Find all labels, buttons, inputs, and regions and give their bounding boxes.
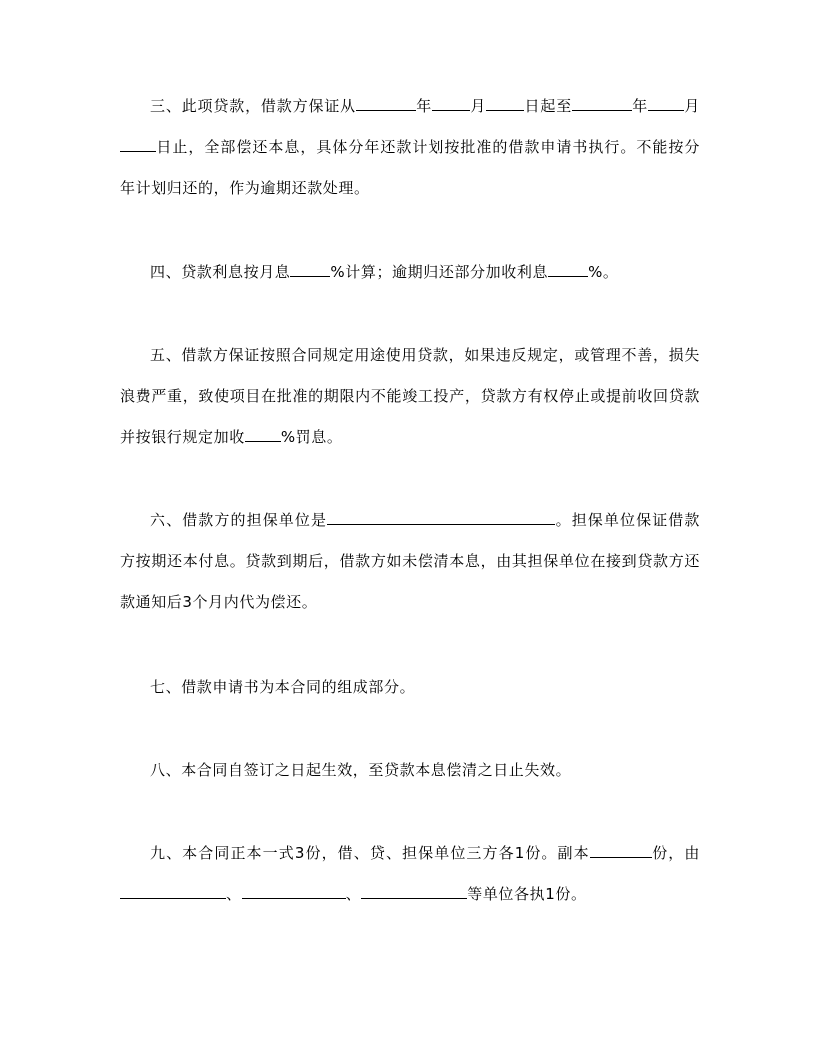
clause-6-text-2: 。担保单位保证借款方按期还本付息。贷款到期后，借款方如未偿清本息，由其担保单位在接到贷款方还款通知后3个月内代为偿还。 [120, 511, 700, 611]
start-year-blank[interactable] [356, 94, 416, 111]
clause-5 [120, 335, 700, 458]
holder-2-blank[interactable] [242, 882, 346, 899]
clause-5-text-1: 五、借款方保证按照合同规定用途使用贷款，如果违反规定，或管理不善，损失浪费严重，致使项目在批准的期限内不能竣工投产，贷款方有权停止或提前收回贷款并按银行规定加收 [120, 346, 700, 446]
clause-9 [120, 833, 700, 915]
clause-7 [120, 667, 700, 708]
start-month-blank[interactable] [432, 94, 470, 111]
end-day-blank[interactable] [120, 135, 156, 152]
clause-4-text-2: %计算；逾期归还部分加收利息 [330, 263, 549, 281]
clause-3-text-7: 日止，全部偿还本息，具体分年还款计划按批准的借款申请书执行。不能按分年计划归还的，作为逾期还款处理。 [120, 138, 700, 197]
clause-9-text-2: 份，由 [651, 844, 700, 862]
holder-3-blank[interactable] [361, 882, 467, 899]
clause-5-text-2: %罚息。 [280, 428, 343, 446]
clause-9-text-5: 等单位各执1份。 [467, 885, 587, 903]
overdue-interest-blank[interactable] [548, 260, 588, 277]
clause-9-text-1: 九、本合同正本一式3份，借、贷、担保单位三方各1份。副本 [150, 844, 590, 862]
clause-3-text-3: 月 [470, 97, 487, 115]
clause-3-text-2: 年 [416, 97, 433, 115]
holder-1-blank[interactable] [120, 882, 226, 899]
clause-6-text-1: 六、借款方的担保单位是 [150, 511, 328, 529]
end-year-blank[interactable] [572, 94, 632, 111]
clause-3-text-4: 日起至 [524, 97, 573, 115]
clause-3-text-6: 月 [684, 97, 701, 115]
start-day-blank[interactable] [486, 94, 524, 111]
clause-3-text-5: 年 [632, 97, 649, 115]
penalty-rate-blank[interactable] [245, 425, 281, 442]
clause-4-text-3: %。 [588, 263, 619, 281]
clause-8 [120, 750, 700, 791]
monthly-interest-blank[interactable] [290, 260, 330, 277]
clause-7-text-1: 七、借款申请书为本合同的组成部分。 [150, 678, 416, 696]
clause-3 [120, 86, 700, 209]
clause-9-text-3: 、 [226, 885, 242, 903]
guarantor-blank[interactable] [327, 508, 555, 525]
end-month-blank[interactable] [648, 94, 684, 111]
clause-9-text-4: 、 [345, 885, 362, 903]
copies-count-blank[interactable] [590, 841, 652, 858]
clause-3-text-1: 三、此项贷款，借款方保证从 [150, 97, 357, 115]
clause-4 [120, 252, 700, 293]
clause-4-text-1: 四、贷款利息按月息 [150, 263, 291, 281]
clause-8-text-1: 八、本合同自签订之日起生效，至贷款本息偿清之日止失效。 [150, 761, 572, 779]
clause-6 [120, 500, 700, 623]
